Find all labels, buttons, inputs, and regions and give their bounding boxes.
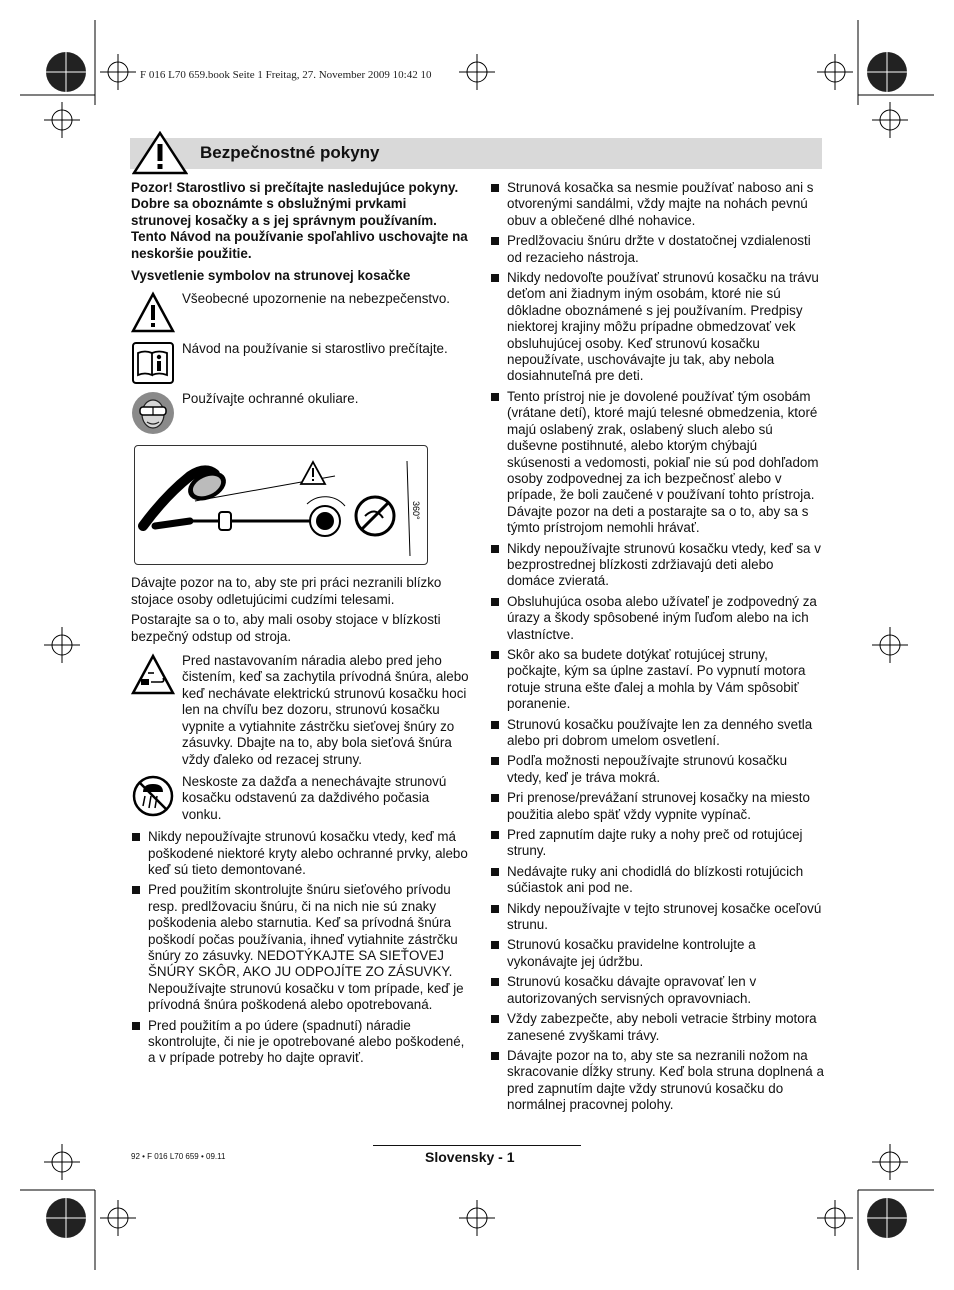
list-item: Strunová kosačka sa nesmie používať naboso ani s otvorenými sandálmi, vždy majte na nohách pevnú obuv a oblečené dlhé nohavice. (490, 180, 824, 229)
unplug-row (131, 653, 469, 768)
right-column (490, 180, 824, 1118)
left-column (131, 180, 469, 1071)
list-item: Strunovú kosačku dávajte opravovať len v autorizovaných servisných opravovniach. (490, 974, 824, 1007)
list-item: Dávajte pozor na to, aby ste sa nezranili nožom na skracovanie dĺžky struny. Keď bola struna doplnená a pred zapnutím dajte vždy strunovú kosačku do normálnej pracovnej polohy. (490, 1048, 824, 1114)
list-item: Obsluhujúca osoba alebo užívateľ je zodpovedný za úrazy a škody spôsobené iným ľuďom alebo na ich vlastníctve. (490, 594, 824, 643)
right-bullet-list (490, 180, 824, 1114)
list-item: Predlžovaciu šnúru držte v dostatočnej vzdialenosti od rezacieho nástroja. (490, 233, 824, 266)
list-item: Strunovú kosačku používajte len za denného svetla alebo pri dobrom umelom osvetlení. (490, 717, 824, 750)
list-item: Strunovú kosačku pravidelne kontrolujte a vykonávajte jej údržbu. (490, 937, 824, 970)
list-item: Nikdy nepoužívajte strunovú kosačku vtedy, keď sa v bezprostrednej blízkosti zdržiavajú deti alebo domáce zvieratá. (490, 541, 824, 590)
list-item: Pri prenose/prevážaní strunovej kosačky na miesto použitia alebo späť vždy vypnite vypínač. (490, 790, 824, 823)
symbol-row (131, 291, 469, 335)
symbol-row (131, 341, 469, 385)
section-title: Bezpečnostné pokyny (200, 143, 380, 162)
list-item: Pred použitím a po údere (spadnutí) náradie skontrolujte, či nie je opotrebované alebo poškodené, a v prípade potreby ho dajte opraviť. (131, 1018, 469, 1067)
paragraph: Postarajte sa o to, aby mali osoby stojace v blízkosti bezpečný odstup od stroja. (131, 612, 441, 644)
symbols-heading: Vysvetlenie symbolov na strunovej kosačke (131, 268, 411, 284)
list-item: Nikdy nedovoľte používať strunovú kosačku na trávu deťom ani žiadnym iným osobám, ktoré nie sú dôkladne oboznámené s jej používaním. Predpisy niektorej krajiny môžu prípadne obmedzovať vek obsluhujúcej osoby. Keď strunovú kosačku nepoužívate, uschovávajte ju tak, aby nebola dosiahnuteľná pre deti. (490, 270, 824, 385)
trimmer-illustration (135, 446, 427, 564)
safety-goggles-icon (131, 391, 175, 435)
figure-angle-label: 360° (411, 501, 421, 521)
unplug-warning-icon (131, 653, 175, 697)
page-number: Slovensky - 1 (425, 1149, 515, 1165)
no-rain-icon (131, 774, 175, 818)
bystander-distance-figure (134, 445, 428, 565)
footer-code: 92 • F 016 L70 659 • 09.11 (131, 1152, 226, 1161)
list-item: Pred použitím skontrolujte šnúru sieťového prívodu resp. predlžovaciu šnúru, či na nich nie sú znaky poškodenia alebo starnutia. Keď sa prívodná šnúra poškodí počas používania, ihneď vytiahnite zástrčku šnúry zo zásuvky. NEDOTÝKAJTE SA SIEŤOVEJ ŠNÚRY SKÔR, AKO JU ODPOJÍTE ZO ZÁSUVKY. Nepoužívajte strunovú kosačku v tom prípade, keď je prívodná šnúra poškodená alebo opotrebovaná. (131, 882, 469, 1013)
unplug-instruction: Pred nastavovaním náradia alebo pred jeho čistením, keď sa zachytila prívodná šnúra, alebo keď nechávate elektrickú strunovú kosačku hoci len na chvíľu bez dozoru, strunovú kosačku vypnite a vytiahnite zástrčku sieťovej šnúry zo zásuvky. Dbajte na to, aby bola sieťová šnúra vždy ďaleko od rezacej struny. (182, 653, 469, 767)
list-item: Podľa možnosti nepoužívajte strunovú kosačku vtedy, keď je tráva mokrá. (490, 753, 824, 786)
manual-book-icon (131, 341, 175, 385)
list-item: Tento prístroj nie je dovolené používať tým osobám (vrátane detí), ktoré majú telesné obmedzenia, ktoré majú oslabený zrak, oslabený sluch alebo sú duševne postihnuté, alebo ktorým chýbajú skúsenosti a vedomosti, pokiaľ nie sú pod dohľadom osoby zodpovednej za ich bezpečnosť alebo v prípade, že boli zaučené v používaní tohto prístroja. Dávajte pozor na deti a postarajte sa o to, aby sa s týmto prístrojom nemohli hrávať. (490, 389, 824, 537)
warning-triangle-icon (132, 131, 188, 175)
list-item: Pred zapnutím dajte ruky a nohy preč od rotujúcej struny. (490, 827, 824, 860)
symbol-text: Všeobecné upozornenie na nebezpečenstvo. (182, 291, 451, 307)
left-bullet-list (131, 829, 469, 1067)
list-item: Skôr ako sa budete dotýkať rotujúcej struny, počkajte, kým sa úplne zastaví. Po vypnutí motora rotuje struna ešte ďalej a mohla by Vám spôsobiť poranenie. (490, 647, 824, 713)
list-item: Vždy zabezpečte, aby neboli vetracie štrbiny motora zanesené zvyškami trávy. (490, 1011, 824, 1044)
symbol-text: Používajte ochranné okuliare. (182, 391, 359, 407)
paragraph: Dávajte pozor na to, aby ste pri práci nezranili blízko stojace osoby odletujúcimi cudzími telesami. (131, 575, 442, 607)
list-item: Nikdy nepoužívajte strunovú kosačku vtedy, keď má poškodené niektoré kryty alebo ochranné prvky, alebo keď sú tieto demontované. (131, 829, 469, 878)
rain-row (131, 774, 469, 823)
symbol-row (131, 391, 469, 435)
intro-warning: Pozor! Starostlivo si prečítajte nasledujúce pokyny. Dobre sa oboznámte s obslužnými prvkami strunovej kosačky a s jej správnym používaním. Tento Návod na používanie spoľahlivo uschovajte na neskoršie použitie. (131, 180, 468, 261)
list-item: Nikdy nepoužívajte v tejto strunovej kosačke oceľovú strunu. (490, 901, 824, 934)
warning-triangle-icon (131, 291, 175, 335)
rain-instruction: Neskoste za dažďa a nenechávajte strunovú kosačku odstavenú za daždivého počasia vonku. (182, 773, 447, 822)
footer-divider (373, 1145, 581, 1146)
print-header: F 016 L70 659.book Seite 1 Freitag, 27. November 2009 10:42 10 (140, 69, 432, 81)
symbol-text: Návod na používanie si starostlivo prečítajte. (182, 341, 448, 357)
list-item: Nedávajte ruky ani chodidlá do blízkosti rotujúcich súčiastok ani pod ne. (490, 864, 824, 897)
